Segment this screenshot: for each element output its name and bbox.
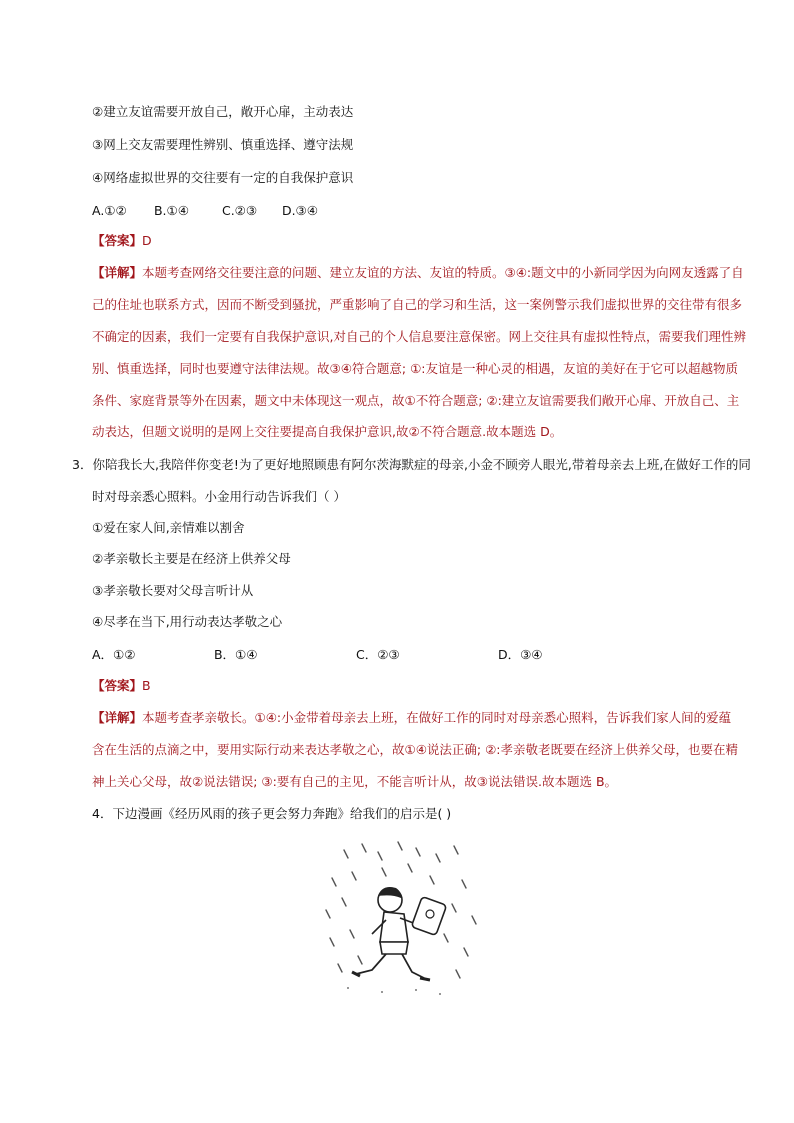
- q3-option-1: ①爱在家人间,亲情难以割舍: [92, 520, 245, 535]
- q3-answer: [92, 678, 151, 694]
- cartoon-child-running-in-rain: [312, 838, 482, 1008]
- q3-answer-label: 【答案】: [92, 678, 143, 693]
- q2-answer: [92, 233, 152, 249]
- q2-choice-c: C.②③: [221, 203, 258, 218]
- q3-stem-line-2: 时对母亲悉心照料。小金用行动告诉我们（ ）: [92, 489, 346, 504]
- q2-explain-line-4: 别、慎重选择，同时也要遵守法律法规。故③④符合题意; ①:友谊是一种心灵的相遇，友谊的美好在于它可以超越物质: [92, 361, 739, 376]
- q4-stem: 4．下边漫画《经历风雨的孩子更会努力奔跑》给我们的启示是( ): [92, 806, 452, 821]
- q3-choice-c: C．②③: [355, 647, 400, 662]
- q3-choices: [92, 647, 543, 663]
- q2-explain-label: 【详解】: [92, 265, 143, 280]
- q3-stem-line-1: 3．你陪我长大,我陪伴你变老!为了更好地照顾患有阿尔茨海默症的母亲,小金不顾旁人眼光,带着母亲去上班,在做好工作的同: [72, 457, 751, 472]
- q2-explain-line-3: 不确定的因素，我们一定要有自我保护意识,对自己的个人信息要注意保密。网上交往具有虚拟性特点，需要我们理性辨: [92, 329, 746, 344]
- q2-option-4: ④网络虚拟世界的交往要有一定的自我保护意识: [92, 170, 354, 185]
- q3-choice-b: B．①④: [213, 647, 258, 662]
- q3-explain-line-3: 神上关心父母，故②说法错误; ③:要有自己的主见，不能言听计从，故③说法错误.故本题选 B。: [92, 774, 618, 789]
- q3-explain-text-1: 本题考查孝亲敬长。①④:小金带着母亲去上班，在做好工作的同时对母亲悉心照料，告诉我们家人间的爱蕴: [142, 710, 732, 725]
- q2-option-2: ②建立友谊需要开放自己，敞开心扉，主动表达: [92, 104, 354, 119]
- q2-answer-value: D: [142, 233, 152, 248]
- q2-answer-label: 【答案】: [92, 233, 143, 248]
- q3-explain-label: 【详解】: [92, 710, 143, 725]
- q2-explain-line-6: 动表达，但题文说明的是网上交往要提高自我保护意识,故②不符合题意.故本题选 D。: [92, 424, 563, 439]
- q3-explain-line-2: 含在生活的点滴之中，要用实际行动来表达孝敬之心，故①④说法正确; ②:孝亲敬老既要在经济上供养父母，也要在精: [92, 742, 739, 757]
- q2-choice-b: B.①④: [153, 203, 189, 218]
- q2-explain-line-1: [92, 265, 744, 281]
- q3-explain-line-1: [92, 710, 731, 726]
- q2-explain-text-1: 本题考查网络交往要注意的问题、建立友谊的方法、友谊的特质。③④:题文中的小新同学因为向网友透露了自: [142, 265, 744, 280]
- q3-answer-value: B: [142, 678, 151, 693]
- q2-choices: [92, 203, 318, 219]
- q3-option-3: ③孝亲敬长要对父母言听计从: [92, 583, 254, 598]
- q2-explain-line-5: 条件、家庭背景等外在因素，题文中未体现这一观点，故①不符合题意; ②:建立友谊需要我们敞开心扉、开放自己、主: [92, 393, 740, 408]
- q3-option-2: ②孝亲敬长主要是在经济上供养父母: [92, 551, 291, 566]
- q2-choice-a: A.①②: [92, 203, 127, 218]
- q2-choice-d: D.③④: [281, 203, 318, 218]
- q3-choice-a: A．①②: [92, 647, 136, 662]
- q2-explain-line-2: 己的住址也联系方式，因而不断受到骚扰，严重影响了自己的学习和生活，这一案例警示我们虚拟世界的交往带有很多: [92, 297, 743, 312]
- q3-choice-d: D．③④: [497, 647, 543, 662]
- q2-option-3: ③网上交友需要理性辨别、慎重选择、遵守法规: [92, 137, 354, 152]
- q3-option-4: ④尽孝在当下,用行动表达孝敬之心: [92, 614, 283, 629]
